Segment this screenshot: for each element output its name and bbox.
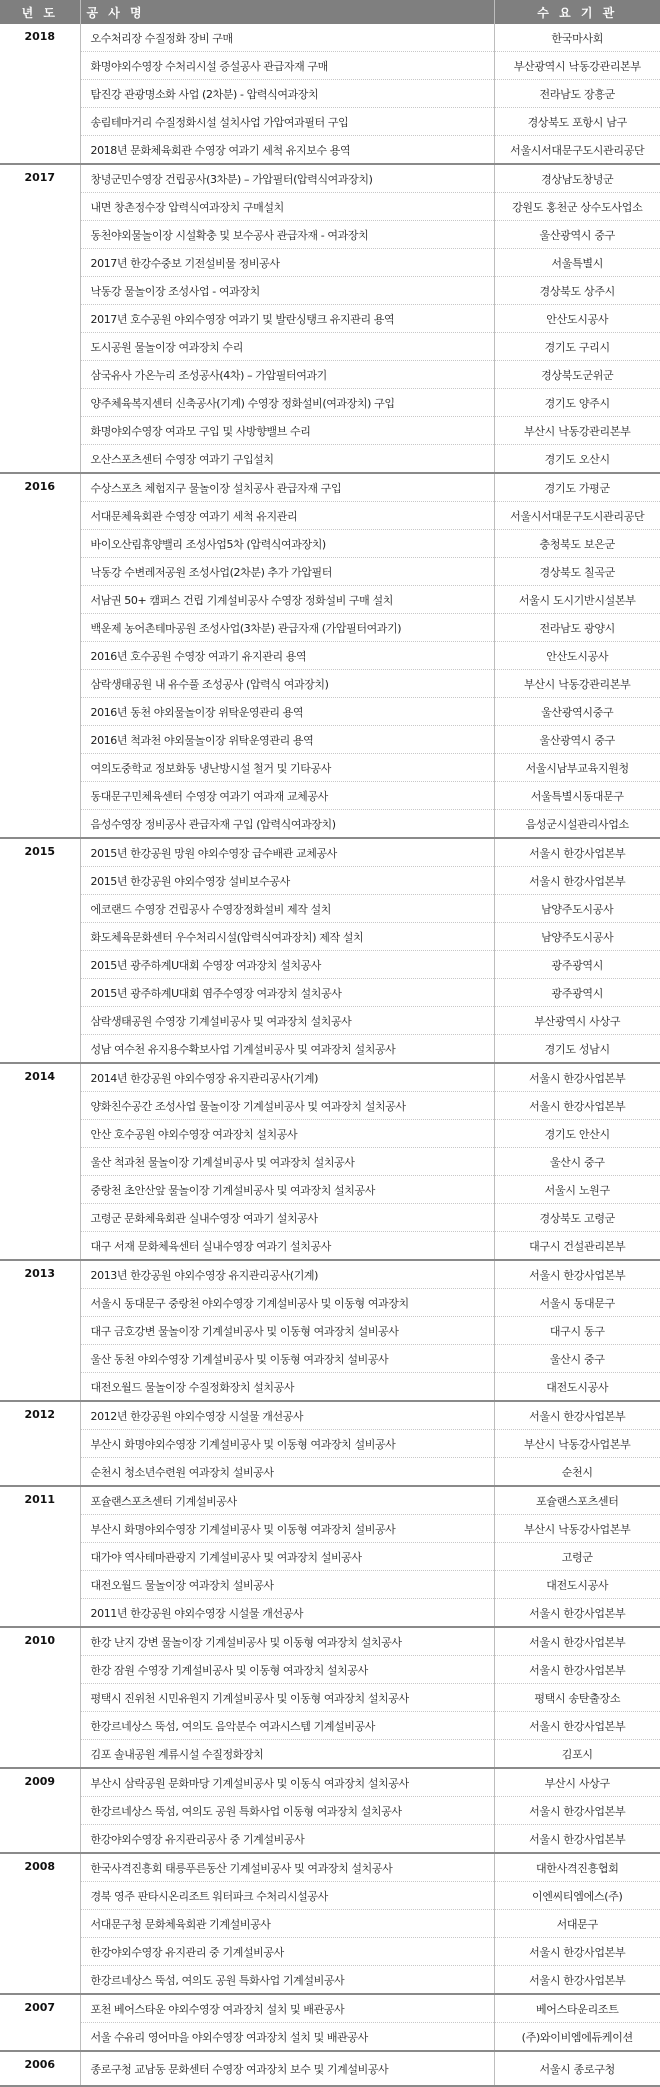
agency-cell: 부산시 낙동강사업본부 xyxy=(494,1515,660,1543)
agency-cell: 경기도 안산시 xyxy=(494,1120,660,1148)
project-name-cell: 음성수영장 정비공사 관급자재 구입 (압력식여과장치) xyxy=(80,810,494,839)
project-name-cell: 한강르네상스 뚝섬, 여의도 음악분수 여과시스템 기계설비공사 xyxy=(80,1712,494,1740)
year-cell: 2008 xyxy=(0,1853,80,1994)
agency-cell: 전라남도 장흥군 xyxy=(494,80,660,108)
project-name-cell: 포슐랜스포츠센터 기계설비공사 xyxy=(80,1486,494,1515)
project-name-cell: 김포 솔내공원 계류시설 수질정화장치 xyxy=(80,1740,494,1769)
table-row xyxy=(0,1853,660,1882)
project-name-cell: 2015년 광주하계U대회 수영장 여과장치 설치공사 xyxy=(80,951,494,979)
agency-cell: 부산시 사상구 xyxy=(494,1768,660,1797)
agency-cell: 울산광역시 중구 xyxy=(494,726,660,754)
table-row xyxy=(0,417,660,445)
agency-cell: 서울시 한강사업본부 xyxy=(494,1938,660,1966)
project-name-cell: 고령군 문화체육회관 실내수영장 여과기 설치공사 xyxy=(80,1204,494,1232)
table-row xyxy=(0,1910,660,1938)
table-body xyxy=(0,24,660,2086)
year-cell: 2007 xyxy=(0,1994,80,2051)
project-name-cell: 여의도중학교 정보화동 냉난방시설 철거 및 기타공사 xyxy=(80,754,494,782)
table-row xyxy=(0,2023,660,2052)
agency-cell: 울산시 중구 xyxy=(494,1345,660,1373)
table-row xyxy=(0,1176,660,1204)
agency-cell: 베어스타운리조트 xyxy=(494,1994,660,2023)
table-row xyxy=(0,1035,660,1064)
project-name-cell: 도시공원 물놀이장 여과장치 수리 xyxy=(80,333,494,361)
project-name-cell: 2017년 호수공원 야외수영장 여과기 및 발란싱탱크 유지관리 용역 xyxy=(80,305,494,333)
table-row xyxy=(0,867,660,895)
project-name-cell: 대가야 역사테마관광지 기계설비공사 및 여과장치 설비공사 xyxy=(80,1543,494,1571)
project-name-cell: 오수처리장 수질정화 장비 구매 xyxy=(80,24,494,52)
project-name-cell: 포천 베어스타운 야외수영장 여과장치 설치 및 배관공사 xyxy=(80,1994,494,2023)
project-name-cell: 2017년 한강수중보 기전설비물 정비공사 xyxy=(80,249,494,277)
agency-cell: 경상북도 고령군 xyxy=(494,1204,660,1232)
project-name-cell: 성남 여수천 유지용수확보사업 기계설비공사 및 여과장치 설치공사 xyxy=(80,1035,494,1064)
agency-cell: 부산시 낙동강관리본부 xyxy=(494,670,660,698)
agency-cell: 서울특별시 xyxy=(494,249,660,277)
agency-cell: 대전도시공사 xyxy=(494,1571,660,1599)
table-row xyxy=(0,502,660,530)
table-row xyxy=(0,445,660,474)
table-row xyxy=(0,1768,660,1797)
project-name-cell: 경북 영주 판타시온리조트 워터파크 수처리시설공사 xyxy=(80,1882,494,1910)
table-row xyxy=(0,810,660,839)
agency-cell: 경기도 구리시 xyxy=(494,333,660,361)
table-row xyxy=(0,221,660,249)
table-row xyxy=(0,1148,660,1176)
project-name-cell: 2016년 동천 야외물놀이장 위탁운영관리 용역 xyxy=(80,698,494,726)
project-name-cell: 부산시 화명야외수영장 기계설비공사 및 이동형 여과장치 설비공사 xyxy=(80,1515,494,1543)
table-row xyxy=(0,1599,660,1628)
table-row xyxy=(0,558,660,586)
table-row xyxy=(0,614,660,642)
project-name-cell: 2018년 문화체육회관 수영장 여과기 세척 유지보수 용역 xyxy=(80,136,494,165)
project-name-cell: 2015년 광주하계U대회 염주수영장 여과장치 설치공사 xyxy=(80,979,494,1007)
project-name-cell: 서대문체육회관 수영장 여과기 세척 유지관리 xyxy=(80,502,494,530)
agency-cell: 서울시 한강사업본부 xyxy=(494,1797,660,1825)
agency-cell: 경기도 양주시 xyxy=(494,389,660,417)
table-row xyxy=(0,642,660,670)
table-row xyxy=(0,333,660,361)
project-name-cell: 양주체육복지센터 신축공사(기계) 수영장 정화설비(여과장치) 구입 xyxy=(80,389,494,417)
project-name-cell: 울산 동천 야외수영장 기계설비공사 및 이동형 여과장치 설비공사 xyxy=(80,1345,494,1373)
table-row xyxy=(0,1401,660,1430)
agency-cell: 이엔씨티엠에스(주) xyxy=(494,1882,660,1910)
table-row xyxy=(0,1797,660,1825)
project-name-cell: 평택시 진위천 시민유원지 기계설비공사 및 이동형 여과장치 설치공사 xyxy=(80,1684,494,1712)
table-row xyxy=(0,1063,660,1092)
project-name-cell: 낙동강 물놀이장 조성사업 - 여과장치 xyxy=(80,277,494,305)
agency-cell: 안산도시공사 xyxy=(494,305,660,333)
table-row xyxy=(0,1204,660,1232)
project-name-cell: 동대문구민체육센터 수영장 여과기 여과재 교체공사 xyxy=(80,782,494,810)
agency-cell: 서울시 한강사업본부 xyxy=(494,1712,660,1740)
table-row xyxy=(0,1289,660,1317)
project-name-cell: 종로구청 교남동 문화센터 수영장 여과장치 보수 및 기계설비공사 xyxy=(80,2051,494,2086)
table-row xyxy=(0,108,660,136)
project-name-cell: 양화친수공간 조성사업 물놀이장 기계설비공사 및 여과장치 설치공사 xyxy=(80,1092,494,1120)
year-cell: 2006 xyxy=(0,2051,80,2086)
project-name-cell: 한강르네상스 뚝섬, 여의도 공원 특화사업 기계설비공사 xyxy=(80,1966,494,1995)
agency-cell: 부산광역시 사상구 xyxy=(494,1007,660,1035)
table-row xyxy=(0,895,660,923)
agency-cell: 경상북도 칠곡군 xyxy=(494,558,660,586)
project-name-cell: 2012년 한강공원 야외수영장 시설물 개선공사 xyxy=(80,1401,494,1430)
table-row xyxy=(0,80,660,108)
project-name-cell: 송림테마거리 수질정화시설 설치사업 가압여과필터 구입 xyxy=(80,108,494,136)
project-name-cell: 대전오월드 물놀이장 여과장치 설비공사 xyxy=(80,1571,494,1599)
agency-cell: 안산도시공사 xyxy=(494,642,660,670)
agency-cell: 서울시 한강사업본부 xyxy=(494,1401,660,1430)
table-row xyxy=(0,305,660,333)
table-row xyxy=(0,1712,660,1740)
table-header xyxy=(0,0,660,24)
table-row xyxy=(0,1543,660,1571)
year-cell: 2012 xyxy=(0,1401,80,1486)
table-row xyxy=(0,1994,660,2023)
project-name-cell: 한강 난지 강변 물놀이장 기계설비공사 및 이동형 여과장치 설치공사 xyxy=(80,1627,494,1656)
table-row xyxy=(0,586,660,614)
agency-cell: 서울시 한강사업본부 xyxy=(494,1656,660,1684)
agency-cell: 광주광역시 xyxy=(494,979,660,1007)
agency-cell: 울산광역시 중구 xyxy=(494,221,660,249)
agency-cell: 부산시 낙동강관리본부 xyxy=(494,417,660,445)
year-cell: 2014 xyxy=(0,1063,80,1260)
agency-cell: 서울시 한강사업본부 xyxy=(494,1966,660,1995)
project-name-cell: 수상스포츠 체험지구 물놀이장 설치공사 관급자재 구입 xyxy=(80,473,494,502)
project-name-cell: 삼락생태공원 내 유수풀 조성공사 (압력식 여과장치) xyxy=(80,670,494,698)
table-row xyxy=(0,698,660,726)
year-column-header: 년 도 xyxy=(0,0,80,24)
agency-cell: 서울시 종로구청 xyxy=(494,2051,660,2086)
agency-cell: 서울시 한강사업본부 xyxy=(494,1627,660,1656)
project-name-cell: 중랑천 초안산앞 물놀이장 기계설비공사 및 여과장치 설치공사 xyxy=(80,1176,494,1204)
project-name-cell: 한국사격진흥회 태릉푸른동산 기계설비공사 및 여과장치 설치공사 xyxy=(80,1853,494,1882)
year-cell: 2010 xyxy=(0,1627,80,1768)
table-row xyxy=(0,1120,660,1148)
agency-cell: 대구시 동구 xyxy=(494,1317,660,1345)
agency-cell: 경상남도창녕군 xyxy=(494,164,660,193)
project-name-cell: 2011년 한강공원 야외수영장 시설물 개선공사 xyxy=(80,1599,494,1628)
agency-cell: 대한사격진흥협회 xyxy=(494,1853,660,1882)
agency-cell: 포슐랜스포츠센터 xyxy=(494,1486,660,1515)
agency-cell: 서울시 한강사업본부 xyxy=(494,1063,660,1092)
agency-cell: 남양주도시공사 xyxy=(494,923,660,951)
project-name-cell: 2013년 한강공원 야외수영장 유지관리공사(기계) xyxy=(80,1260,494,1289)
agency-cell: 충청북도 보은군 xyxy=(494,530,660,558)
table-row xyxy=(0,1486,660,1515)
agency-cell: 서울시 한강사업본부 xyxy=(494,1260,660,1289)
agency-cell: 광주광역시 xyxy=(494,951,660,979)
project-name-cell: 순천시 청소년수련원 여과장치 설비공사 xyxy=(80,1458,494,1487)
project-name-cell: 백운제 농어촌테마공원 조성사업(3차분) 관급자재 (가압필터여과기) xyxy=(80,614,494,642)
table-row xyxy=(0,726,660,754)
year-cell: 2011 xyxy=(0,1486,80,1627)
agency-cell: 서울시 노원구 xyxy=(494,1176,660,1204)
table-row xyxy=(0,923,660,951)
agency-cell: 대구시 건설관리본부 xyxy=(494,1232,660,1261)
table-row xyxy=(0,1373,660,1402)
table-row xyxy=(0,838,660,867)
project-name-cell: 화명야외수영장 수처리시설 증설공사 관급자재 구매 xyxy=(80,52,494,80)
project-name-cell: 화도체육문화센터 우수처리시설(압력식여과장치) 제작 설치 xyxy=(80,923,494,951)
agency-cell: 서울시 한강사업본부 xyxy=(494,867,660,895)
year-cell: 2018 xyxy=(0,24,80,164)
table-row xyxy=(0,670,660,698)
project-name-cell: 내면 창촌정수장 압력식여과장치 구매설치 xyxy=(80,193,494,221)
table-row xyxy=(0,473,660,502)
project-name-cell: 부산시 화명야외수영장 기계설비공사 및 이동형 여과장치 설비공사 xyxy=(80,1430,494,1458)
table-row xyxy=(0,1938,660,1966)
table-row xyxy=(0,2051,660,2086)
agency-cell: 순천시 xyxy=(494,1458,660,1487)
project-name-cell: 부산시 삼락공원 문화마당 기계설비공사 및 이동식 여과장치 설치공사 xyxy=(80,1768,494,1797)
agency-cell: 서울특별시동대문구 xyxy=(494,782,660,810)
project-name-cell: 오산스포츠센터 수영장 여과기 구입설치 xyxy=(80,445,494,474)
agency-cell: 서울시 한강사업본부 xyxy=(494,1599,660,1628)
agency-cell: 서울시 도시기반시설본부 xyxy=(494,586,660,614)
table-row xyxy=(0,1825,660,1854)
agency-cell: 서울시 한강사업본부 xyxy=(494,1092,660,1120)
year-cell: 2016 xyxy=(0,473,80,838)
table-row xyxy=(0,1232,660,1261)
table-row xyxy=(0,1740,660,1769)
project-name-cell: 대전오월드 물놀이장 수질정화장치 설치공사 xyxy=(80,1373,494,1402)
table-row xyxy=(0,136,660,165)
year-cell: 2015 xyxy=(0,838,80,1063)
project-name-cell: 탐진강 관광명소화 사업 (2차분) - 압력식여과장치 xyxy=(80,80,494,108)
year-cell: 2009 xyxy=(0,1768,80,1853)
project-name-cell: 창녕군민수영장 건립공사(3차분) – 가압필터(압력식여과장치) xyxy=(80,164,494,193)
project-name-cell: 안산 호수공원 야외수영장 여과장치 설치공사 xyxy=(80,1120,494,1148)
agency-cell: 서울시서대문구도시관리공단 xyxy=(494,502,660,530)
agency-cell: 고령군 xyxy=(494,1543,660,1571)
table-row xyxy=(0,52,660,80)
project-name-cell: 화명야외수영장 여과모 구입 및 사방향밸브 수리 xyxy=(80,417,494,445)
table-row xyxy=(0,1966,660,1995)
agency-cell: 서울시서대문구도시관리공단 xyxy=(494,136,660,165)
project-name-cell: 대구 서재 문화체육센터 실내수영장 여과기 설치공사 xyxy=(80,1232,494,1261)
agency-cell: 경기도 오산시 xyxy=(494,445,660,474)
project-name-cell: 서남권 50+ 캠퍼스 건립 기계설비공사 수영장 정화설비 구매 설치 xyxy=(80,586,494,614)
table-row xyxy=(0,1515,660,1543)
agency-cell: 울산광역시중구 xyxy=(494,698,660,726)
project-name-cell: 동천야외물놀이장 시설확충 및 보수공사 관급자재 - 여과장치 xyxy=(80,221,494,249)
project-name-cell: 삼락생태공원 수영장 기계설비공사 및 여과장치 설치공사 xyxy=(80,1007,494,1035)
table-row xyxy=(0,193,660,221)
project-name-cell: 서대문구청 문화체육회관 기계설비공사 xyxy=(80,1910,494,1938)
project-name-cell: 바이오산림휴양밸리 조성사업5차 (압력식여과장치) xyxy=(80,530,494,558)
agency-cell: 서울시 동대문구 xyxy=(494,1289,660,1317)
agency-cell: 김포시 xyxy=(494,1740,660,1769)
table-row xyxy=(0,1656,660,1684)
table-row xyxy=(0,361,660,389)
agency-cell: 서울시 한강사업본부 xyxy=(494,838,660,867)
table-row xyxy=(0,249,660,277)
agency-cell: (주)와이비엠에듀케이션 xyxy=(494,2023,660,2052)
project-name-cell: 2015년 한강공원 야외수영장 설비보수공사 xyxy=(80,867,494,895)
year-cell: 2013 xyxy=(0,1260,80,1401)
agency-cell: 대전도시공사 xyxy=(494,1373,660,1402)
agency-cell: 한국마사회 xyxy=(494,24,660,52)
table-row xyxy=(0,1317,660,1345)
table-row xyxy=(0,1627,660,1656)
project-name-cell: 2016년 호수공원 수영장 여과기 유지관리 용역 xyxy=(80,642,494,670)
table-row xyxy=(0,1430,660,1458)
table-row xyxy=(0,1260,660,1289)
project-name-cell: 삼국유사 가온누리 조성공사(4차) – 가압필터여과기 xyxy=(80,361,494,389)
agency-cell: 평택시 송탄출장소 xyxy=(494,1684,660,1712)
project-name-cell: 서울시 동대문구 중랑천 야외수영장 기계설비공사 및 이동형 여과장치 xyxy=(80,1289,494,1317)
table-row xyxy=(0,1458,660,1487)
agency-cell: 경상북도 상주시 xyxy=(494,277,660,305)
table-row xyxy=(0,1684,660,1712)
project-name-cell: 한강 잠원 수영장 기계설비공사 및 이동형 여과장치 설치공사 xyxy=(80,1656,494,1684)
agency-cell: 경기도 가평군 xyxy=(494,473,660,502)
project-name-cell: 서울 수유리 영어마을 야외수영장 여과장치 설치 및 배관공사 xyxy=(80,2023,494,2052)
project-name-cell: 2015년 한강공원 망원 야외수영장 급수배관 교체공사 xyxy=(80,838,494,867)
agency-cell: 울산시 중구 xyxy=(494,1148,660,1176)
table-row xyxy=(0,389,660,417)
agency-cell: 남양주도시공사 xyxy=(494,895,660,923)
agency-cell: 서울시남부교육지원청 xyxy=(494,754,660,782)
project-name-column-header: 공 사 명 xyxy=(80,0,494,24)
agency-cell: 서울시 한강사업본부 xyxy=(494,1825,660,1854)
project-name-cell: 대구 금호강변 물놀이장 기계설비공사 및 이동형 여과장치 설비공사 xyxy=(80,1317,494,1345)
year-cell: 2017 xyxy=(0,164,80,473)
table-row xyxy=(0,1882,660,1910)
table-row xyxy=(0,754,660,782)
table-row xyxy=(0,164,660,193)
table-row xyxy=(0,24,660,52)
agency-cell: 음성군시설관리사업소 xyxy=(494,810,660,839)
agency-cell: 경상북도군위군 xyxy=(494,361,660,389)
project-name-cell: 한강야외수영장 유지관리공사 중 기계설비공사 xyxy=(80,1825,494,1854)
table-row xyxy=(0,951,660,979)
agency-cell: 경기도 성남시 xyxy=(494,1035,660,1064)
table-row xyxy=(0,1345,660,1373)
project-name-cell: 한강르네상스 뚝섬, 여의도 공원 특화사업 이동형 여과장치 설치공사 xyxy=(80,1797,494,1825)
agency-cell: 강원도 홍천군 상수도사업소 xyxy=(494,193,660,221)
agency-cell: 서대문구 xyxy=(494,1910,660,1938)
table-row xyxy=(0,530,660,558)
table-row xyxy=(0,1571,660,1599)
agency-cell: 경상북도 포항시 남구 xyxy=(494,108,660,136)
project-name-cell: 2014년 한강공원 야외수영장 유지관리공사(기계) xyxy=(80,1063,494,1092)
agency-cell: 전라남도 광양시 xyxy=(494,614,660,642)
table-row xyxy=(0,277,660,305)
agency-column-header: 수 요 기 관 xyxy=(494,0,660,24)
project-name-cell: 2016년 척과천 야외물놀이장 위탁운영관리 용역 xyxy=(80,726,494,754)
agency-cell: 부산광역시 낙동강관리본부 xyxy=(494,52,660,80)
table-row xyxy=(0,782,660,810)
project-name-cell: 낙동강 수변레저공원 조성사업(2차분) 추가 가압필터 xyxy=(80,558,494,586)
table-row xyxy=(0,1007,660,1035)
table-row xyxy=(0,979,660,1007)
project-name-cell: 에코랜드 수영장 건립공사 수영장정화설비 제작 설치 xyxy=(80,895,494,923)
project-name-cell: 한강야외수영장 유지관리 중 기계설비공사 xyxy=(80,1938,494,1966)
table-row xyxy=(0,1092,660,1120)
agency-cell: 부산시 낙동강사업본부 xyxy=(494,1430,660,1458)
project-name-cell: 울산 척과천 물놀이장 기계설비공사 및 여과장치 설치공사 xyxy=(80,1148,494,1176)
